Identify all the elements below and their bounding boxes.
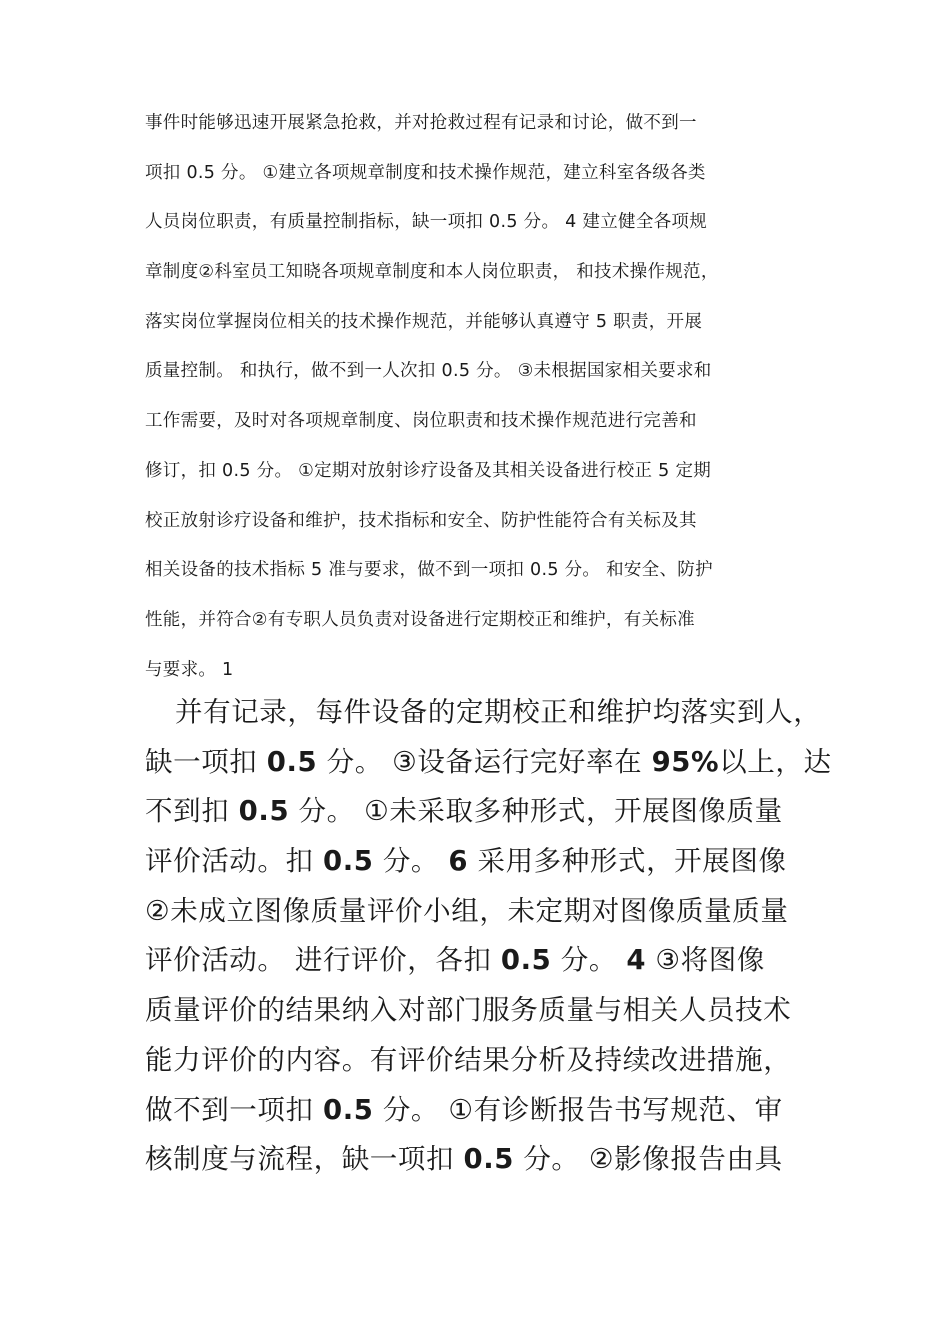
bold-text-run: 0.5 — [266, 745, 318, 778]
text-line: 与要求。 1 — [145, 659, 234, 680]
text-run: 并有记录，每件设备的定期校正和维护均落实到人， — [175, 696, 822, 728]
text-line: 项扣 0.5 分。 ①建立各项规章制度和技术操作规范，建立科室各级各类 — [145, 162, 706, 183]
text-run: 评价活动。 进行评价，各扣 — [145, 944, 501, 977]
bold-text-run: 95% — [651, 745, 720, 778]
text-run: 分。 ①有诊断报告书写规范、审 — [373, 1093, 783, 1126]
text-run: 分。 — [551, 944, 627, 977]
text-line: 校正放射诊疗设备和维护，技术指标和安全、防护性能符合有关标及其 — [145, 510, 697, 531]
text-line — [145, 1086, 835, 1136]
text-line: 修订，扣 0.5 分。 ①定期对放射诊疗设备及其相关设备进行校正 5 定期 — [145, 460, 712, 481]
text-line: 落实岗位掌握岗位相关的技术操作规范，并能够认真遵守 5 职责，开展 — [145, 311, 703, 332]
bold-text-run: 4 — [626, 944, 647, 977]
text-line: 工作需要，及时对各项规章制度、岗位职责和技术操作规范进行完善和 — [145, 411, 697, 432]
text-run: ②未成立图像质量评价小组，未定期对图像质量质量 — [145, 894, 789, 927]
text-run: 采用多种形式，开展图像 — [468, 845, 787, 878]
text-line — [145, 1135, 835, 1185]
text-run: 以上，达 — [719, 745, 832, 778]
text-run: 不到扣 — [145, 795, 239, 828]
text-line: 相关设备的技术指标 5 准与要求，做不到一项扣 0.5 分。 和安全、防护 — [145, 560, 713, 581]
text-line — [145, 688, 835, 738]
text-line — [145, 887, 835, 937]
bold-text-run: 6 — [448, 845, 469, 878]
text-line: 人员岗位职责，有质量控制指标，缺一项扣 0.5 分。 4 建立健全各项规 — [145, 212, 708, 233]
text-line — [145, 738, 835, 788]
text-run: 做不到一项扣 — [145, 1093, 323, 1126]
large-text-section — [145, 688, 835, 1185]
bold-text-run: 0.5 — [238, 795, 290, 828]
text-run: 评价活动。扣 — [145, 845, 323, 878]
text-run: 分。 ①未采取多种形式，开展图像质量 — [289, 795, 783, 828]
text-line: 性能，并符合②有专职人员负责对设备进行定期校正和维护，有关标准 — [145, 609, 695, 630]
text-line — [145, 837, 835, 887]
text-line — [145, 1036, 835, 1086]
text-run: 缺一项扣 — [145, 745, 267, 778]
small-text-section — [145, 104, 825, 700]
text-run: 分。 — [373, 845, 449, 878]
bold-text-run: 0.5 — [322, 845, 374, 878]
text-line: 质量控制。 和执行，做不到一人次扣 0.5 分。 ③未根据国家相关要求和 — [145, 361, 712, 382]
text-run: 能力评价的内容。有评价结果分析及持续改进措施， — [145, 1043, 792, 1076]
text-line: 事件时能够迅速开展紧急抢救，并对抢救过程有记录和讨论，做不到一 — [145, 113, 697, 133]
text-line — [145, 787, 835, 837]
bold-text-run: 0.5 — [500, 944, 552, 977]
bold-text-run: 0.5 — [322, 1093, 374, 1126]
bold-text-run: 0.5 — [463, 1143, 514, 1176]
text-line — [145, 936, 835, 986]
text-line — [145, 986, 835, 1036]
text-run: ③将图像 — [646, 944, 765, 977]
text-run: 核制度与流程，缺一项扣 — [145, 1143, 464, 1176]
text-run: 质量评价的结果纳入对部门服务质量与相关人员技术 — [145, 994, 792, 1027]
text-run: 分。 ③设备运行完好率在 — [317, 745, 652, 778]
text-line: 章制度②科室员工知晓各项规章制度和本人岗位职责， 和技术操作规范， — [145, 262, 719, 283]
text-run: 分。 ②影像报告由具 — [513, 1143, 783, 1176]
